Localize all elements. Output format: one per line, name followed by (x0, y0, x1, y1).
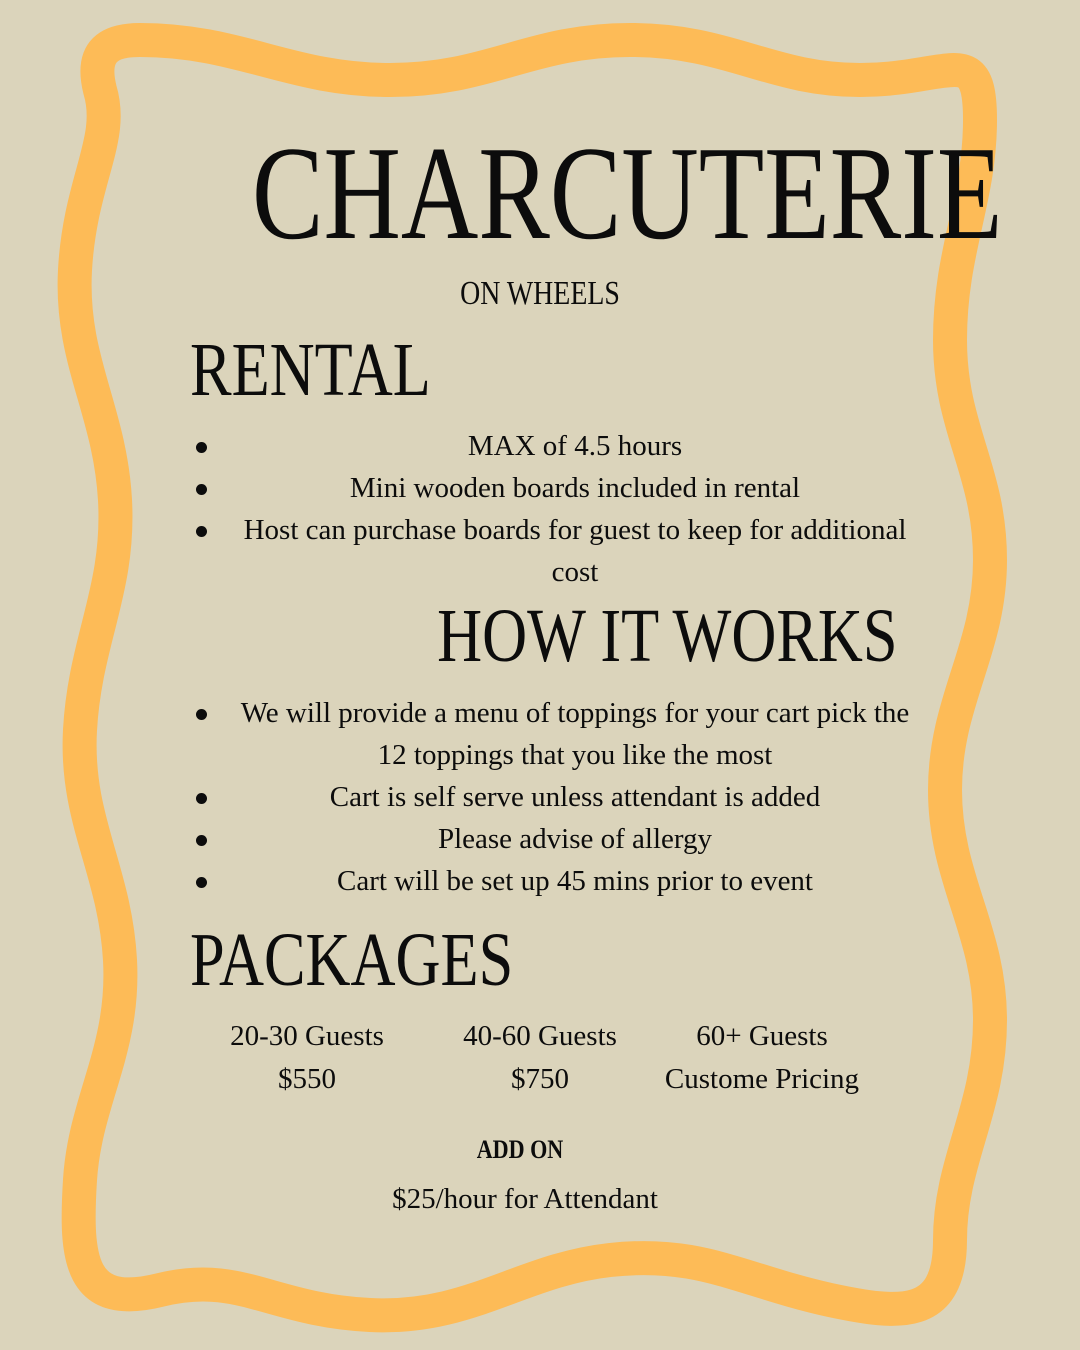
list-item-text: Please advise of allergy (437, 823, 713, 855)
list-item-text: Mini wooden boards included in rental (349, 472, 801, 504)
bullet-icon (196, 835, 207, 846)
list-item-text: Cart is self serve unless attendant is added (329, 781, 821, 813)
list-item (190, 692, 910, 776)
list-item (190, 467, 910, 509)
add-on-title: ADD ON (476, 1135, 564, 1164)
list-item-text: Cart will be set up 45 mins prior to event (336, 865, 813, 897)
list-item (190, 776, 910, 818)
how-it-works-list (190, 692, 910, 902)
package-price: $750 (511, 1063, 569, 1095)
package-item (212, 1015, 402, 1101)
list-item (190, 860, 910, 902)
bullet-icon (196, 793, 207, 804)
package-item (652, 1015, 872, 1101)
packages-heading: PACKAGES (190, 918, 514, 1002)
package-guests: 20-30 Guests (230, 1020, 384, 1052)
list-item (190, 509, 910, 593)
rental-heading: RENTAL (190, 328, 431, 412)
bullet-icon (196, 877, 207, 888)
package-price: Custome Pricing (664, 1063, 860, 1095)
bullet-icon (196, 526, 207, 537)
package-item (445, 1015, 635, 1101)
package-guests: 60+ Guests (696, 1020, 828, 1052)
list-item (190, 818, 910, 860)
packages-list (190, 1015, 910, 1105)
rental-list (190, 425, 910, 593)
bullet-icon (196, 709, 207, 720)
add-on-text: $25/hour for Attendant (392, 1183, 658, 1215)
bullet-icon (196, 484, 207, 495)
page-title: CHARCUTERIE (252, 119, 1003, 267)
list-item (190, 425, 910, 467)
bullet-icon (196, 442, 207, 453)
list-item-text: Host can purchase boards for guest to keep for additional cost (243, 514, 907, 588)
how-it-works-heading: HOW IT WORKS (437, 594, 898, 678)
page-subtitle: ON WHEELS (460, 275, 620, 312)
package-guests: 40-60 Guests (463, 1020, 617, 1052)
list-item-text: We will provide a menu of toppings for your cart pick the 12 toppings that you like the most (240, 697, 910, 771)
list-item-text: MAX of 4.5 hours (467, 430, 683, 462)
package-price: $550 (278, 1063, 336, 1095)
